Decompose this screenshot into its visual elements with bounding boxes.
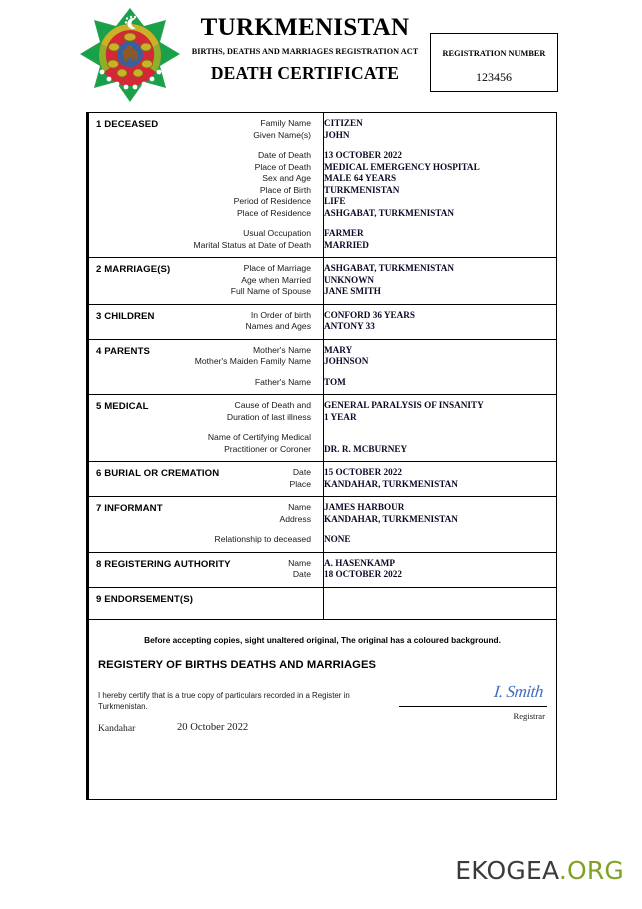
registration-number-label: REGISTRATION NUMBER: [442, 49, 546, 58]
registration-number-value: 123456: [476, 70, 512, 84]
country-title: TURKMENISTAN: [200, 14, 410, 41]
field-value: MALE 64 YEARS: [324, 173, 397, 183]
field-value: MARRIED: [324, 239, 369, 250]
certificate-section-2: [89, 258, 556, 305]
field-value: FARMER: [324, 228, 364, 238]
certificate-section-5: [89, 395, 556, 462]
field-row: [89, 196, 556, 208]
section-title: 5 MEDICAL: [96, 401, 149, 412]
signature-block: [399, 682, 547, 721]
field-label: Usual Occupation: [243, 228, 311, 238]
field-row: [89, 150, 556, 162]
certificate-section-6: [89, 462, 556, 497]
field-value: GENERAL PARALYSIS OF INSANITY: [324, 400, 484, 410]
field-row: [89, 514, 556, 526]
field-value: ANTONY 33: [324, 321, 375, 331]
field-label: Name: [288, 502, 311, 512]
certificate-section-9: [89, 588, 556, 620]
field-label: Family Name: [260, 118, 311, 128]
field-row: [89, 162, 556, 174]
field-value: JOHN: [324, 129, 350, 140]
field-value: DR. R. MCBURNEY: [324, 443, 408, 454]
field-label: Name: [288, 557, 311, 568]
certificate-section-1: [89, 113, 556, 258]
field-value: LIFE: [324, 196, 346, 206]
certification-statement: I hereby certify that is a true copy of particulars recorded in a Register in Turkmenistan.: [98, 690, 350, 711]
field-value: CONFORD 36 YEARS: [324, 309, 416, 320]
field-label: Relationship to deceased: [214, 534, 311, 544]
field-label: Given Name(s): [253, 129, 311, 140]
issue-date: 20 October 2022: [177, 721, 249, 733]
field-value: TURKMENISTAN: [324, 184, 400, 195]
field-value: UNKNOWN: [324, 274, 375, 285]
field-row: [89, 444, 556, 456]
certificate-header: [0, 0, 642, 108]
field-label: Place: [289, 478, 311, 489]
field-row: [89, 377, 556, 389]
field-row: [89, 321, 556, 333]
watermark-primary: EKOGEA: [455, 856, 559, 885]
field-row: [89, 345, 556, 357]
section-title: 4 PARENTS: [96, 345, 151, 357]
field-label: Father's Name: [254, 376, 311, 387]
field-label: Date of Death: [257, 150, 311, 160]
field-row: [89, 400, 556, 412]
field-value: MARY: [324, 344, 353, 355]
field-label: Date: [292, 569, 311, 579]
field-label: Practitioner or Coroner: [224, 443, 311, 454]
field-value: TOM: [324, 376, 346, 387]
field-row: [89, 130, 556, 142]
field-row: [89, 356, 556, 368]
watermark-suffix: .ORG: [558, 856, 624, 885]
field-value: 13 OCTOBER 2022: [324, 150, 402, 160]
field-label: Address: [279, 513, 311, 524]
field-row: [89, 185, 556, 197]
document-type-title: DEATH CERTIFICATE: [210, 62, 400, 83]
field-row: [89, 479, 556, 491]
section-title: 9 ENDORSEMENT(S): [96, 593, 194, 605]
section-title: 7 INFORMANT: [96, 503, 163, 514]
field-row: [89, 228, 556, 240]
field-value: 1 YEAR: [324, 411, 357, 422]
section-rows: [89, 305, 556, 339]
registrar-signature: I. Smith: [493, 681, 545, 701]
section-title: 6 BURIAL OR CREMATION: [96, 468, 220, 479]
field-row: [89, 310, 556, 322]
field-label: Place of Residence: [236, 207, 311, 218]
copy-notice: Before accepting copies, sight unaltered original, The original has a coloured background.: [144, 634, 501, 645]
field-value: KANDAHAR, TURKMENISTAN: [324, 513, 458, 524]
field-value: MEDICAL EMERGENCY HOSPITAL: [324, 161, 480, 172]
field-value: NONE: [324, 534, 351, 544]
section-title: 2 MARRIAGE(S): [96, 264, 171, 275]
section-title: 3 CHILDREN: [96, 310, 155, 322]
field-label: Period of Residence: [233, 196, 311, 206]
certificate-section-8: [89, 553, 556, 588]
act-subtitle: BIRTHS, DEATHS AND MARRIAGES REGISTRATION ACT: [191, 46, 419, 56]
registry-heading: REGISTERY OF BIRTHS DEATHS AND MARRIAGES: [98, 658, 377, 671]
field-value: A. HASENKAMP: [324, 557, 395, 568]
field-label: In Order of birth: [250, 309, 311, 320]
field-row: [89, 208, 556, 220]
certificate-body: [86, 112, 557, 800]
field-value: 15 OCTOBER 2022: [324, 467, 402, 477]
field-value: ASHGABAT, TURKMENISTAN: [324, 263, 455, 273]
field-label: Full Name of Spouse: [230, 286, 311, 296]
ekogea-watermark: [455, 856, 624, 885]
field-label: Cause of Death and: [234, 400, 311, 410]
section-title: 8 REGISTERING AUTHORITY: [96, 558, 231, 570]
field-label: Duration of last illness: [226, 411, 311, 422]
section-rows: [89, 113, 556, 257]
field-label: Place of Birth: [259, 184, 311, 195]
field-label: Mother's Name: [253, 344, 311, 355]
field-value: JANE SMITH: [324, 286, 381, 296]
section-title: 1 DECEASED: [96, 119, 159, 130]
field-label: Place of Marriage: [243, 263, 311, 273]
section-rows: [89, 340, 556, 395]
field-value: JOHNSON: [324, 356, 369, 366]
field-label: Mother's Maiden Family Name: [194, 356, 311, 366]
field-row: [89, 432, 556, 444]
certificate-section-4: [89, 340, 556, 396]
field-row: [89, 569, 556, 581]
field-label: Name of Certifying Medical: [207, 432, 311, 442]
certificate-section-3: [89, 305, 556, 340]
field-row: [89, 534, 556, 546]
turkmenistan-state-emblem-icon: [76, 6, 184, 108]
field-label: Date: [292, 467, 311, 477]
field-label: Sex and Age: [262, 173, 311, 183]
field-row: [89, 240, 556, 252]
field-label: Place of Death: [254, 161, 311, 172]
field-row: [89, 275, 556, 287]
field-row: [89, 412, 556, 424]
field-label: Age when Married: [241, 274, 311, 285]
issue-place: Kandahar: [98, 722, 136, 734]
field-value: 18 OCTOBER 2022: [324, 569, 402, 579]
field-label: Names and Ages: [245, 321, 311, 331]
certificate-section-7: [89, 497, 556, 553]
section-rows: [89, 395, 556, 461]
field-value: KANDAHAR, TURKMENISTAN: [324, 478, 458, 489]
signature-role-label: Registrar: [513, 710, 545, 721]
field-row: [89, 286, 556, 298]
title-block: [186, 14, 424, 84]
field-value: JAMES HARBOUR: [324, 502, 405, 512]
field-value: CITIZEN: [324, 118, 363, 128]
field-row: [89, 118, 556, 130]
field-label: Marital Status at Date of Death: [193, 239, 311, 250]
field-row: [89, 173, 556, 185]
certificate-footer: [89, 620, 556, 799]
field-value: ASHGABAT, TURKMENISTAN: [324, 207, 455, 218]
registration-number-box: [430, 33, 558, 92]
